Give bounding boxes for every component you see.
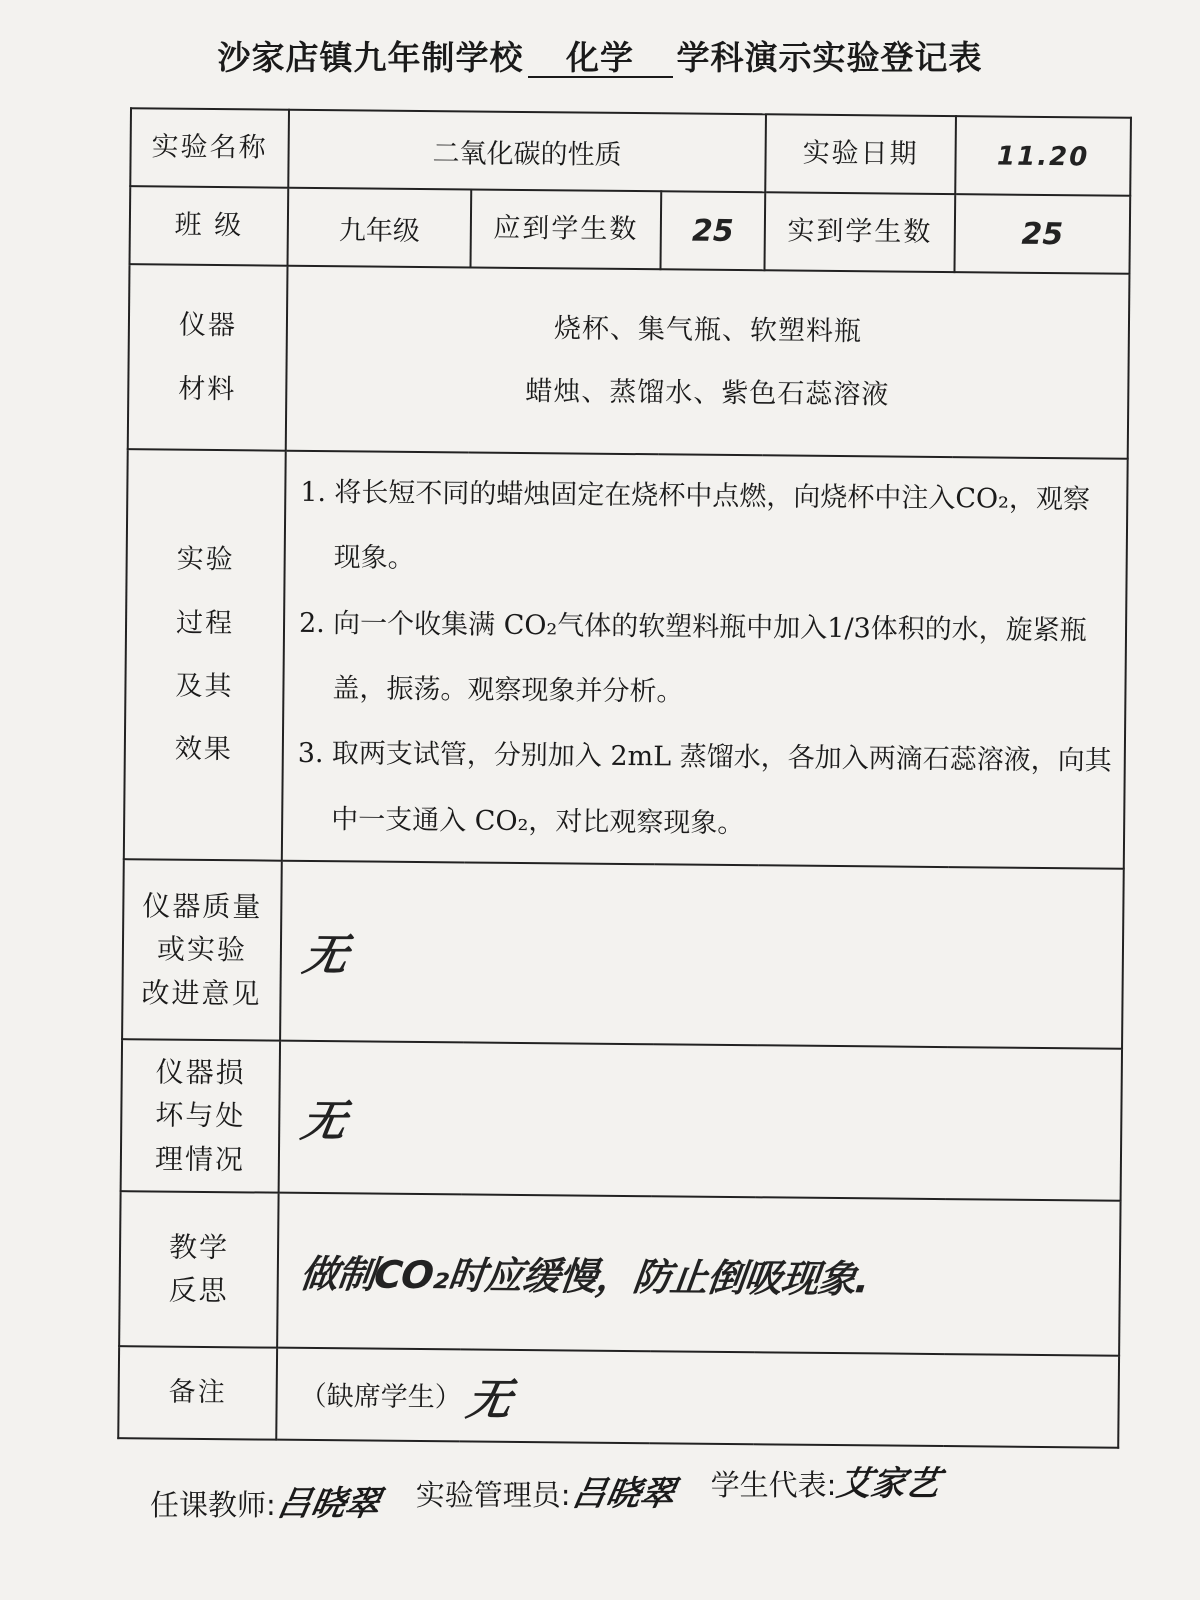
row-damage xyxy=(121,1039,1122,1201)
materials-line-1: 烧杯、集气瓶、软塑料瓶 xyxy=(553,313,863,348)
materials-value xyxy=(286,266,1130,459)
experiment-date-label: 实验日期 xyxy=(765,114,956,194)
student-label: 学生代表: xyxy=(710,1468,837,1502)
remarks-label: 备注 xyxy=(118,1346,277,1440)
row-class xyxy=(130,186,1131,274)
step-number: 3. xyxy=(297,738,324,770)
row-experiment-name xyxy=(130,108,1131,196)
materials-label xyxy=(128,264,288,451)
experiment-date-handwritten: 11.20 xyxy=(996,141,1090,172)
row-remarks xyxy=(118,1346,1119,1448)
damage-label-line-1: 仪器损 xyxy=(155,1055,246,1090)
step-number: 1. xyxy=(300,476,327,509)
row-reflection xyxy=(119,1191,1120,1356)
student-name-handwritten: 艾家艺 xyxy=(834,1464,944,1504)
quality-label-line-2: 或实验 xyxy=(156,932,248,967)
reflection-value xyxy=(277,1193,1120,1356)
quality-value xyxy=(280,861,1124,1049)
form-sheet xyxy=(105,107,1144,1457)
actual-students-value xyxy=(955,194,1131,274)
process-steps xyxy=(282,451,1128,869)
reflection-label xyxy=(119,1191,278,1348)
title-suffix: 学科演示实验登记表 xyxy=(676,38,983,77)
title-subject: 化学 xyxy=(528,41,673,78)
experiment-date-value xyxy=(955,116,1131,196)
reflection-handwritten: 做制CO₂时应缓慢，防止倒吸现象. xyxy=(297,1251,872,1302)
class-label: 班 级 xyxy=(130,186,289,266)
expected-students-handwritten: 25 xyxy=(691,213,734,249)
step-text: 将长短不同的蜡烛固定在烧杯中点燃，向烧杯中注入CO₂，观察现象。 xyxy=(333,477,1091,575)
row-materials xyxy=(128,264,1130,459)
remarks-value xyxy=(276,1348,1119,1448)
experiment-name-label: 实验名称 xyxy=(130,108,289,188)
damage-handwritten: 无 xyxy=(297,1095,350,1148)
title-prefix: 沙家店镇九年制学校 xyxy=(217,38,524,77)
class-value: 九年级 xyxy=(288,188,472,268)
expected-students-value xyxy=(660,191,765,270)
actual-students-label: 实到学生数 xyxy=(765,192,956,272)
row-quality xyxy=(122,859,1124,1049)
process-label-line-4: 效果 xyxy=(174,734,234,766)
process-label-line-3: 及其 xyxy=(175,670,234,703)
page-title xyxy=(0,32,1200,79)
teacher-name-handwritten: 吕晓翠 xyxy=(273,1484,383,1524)
student-signature xyxy=(710,1456,944,1505)
experiment-form-table xyxy=(117,107,1132,1449)
process-label xyxy=(124,449,286,860)
process-step xyxy=(297,721,1114,859)
quality-handwritten: 无 xyxy=(299,929,352,982)
admin-signature xyxy=(415,1466,678,1515)
signature-row xyxy=(150,1462,1150,1525)
reflection-label-line-2: 反思 xyxy=(168,1274,229,1308)
remarks-content xyxy=(299,1362,515,1428)
expected-students-label: 应到学生数 xyxy=(471,189,662,269)
process-label-line-1: 实验 xyxy=(176,543,235,576)
step-number: 2. xyxy=(298,607,325,639)
process-step xyxy=(299,460,1116,598)
quality-label-line-3: 改进意见 xyxy=(141,975,262,1011)
teacher-label: 任课教师: xyxy=(150,1488,276,1522)
damage-label-line-3: 理情况 xyxy=(154,1142,246,1176)
quality-label-line-1: 仪器质量 xyxy=(142,889,263,924)
quality-label xyxy=(122,859,282,1041)
materials-label-line-1: 仪器 xyxy=(178,309,238,342)
teacher-signature xyxy=(150,1476,383,1525)
reflection-label-line-1: 教学 xyxy=(168,1230,230,1265)
experiment-name-value: 二氧化碳的性质 xyxy=(288,110,766,193)
damage-label xyxy=(121,1039,280,1193)
remarks-prefix: （缺席学生） xyxy=(299,1381,462,1414)
process-step xyxy=(298,590,1115,728)
step-text: 向一个收集满 CO₂气体的软塑料瓶中加入1/3体积的水，旋紧瓶盖，振荡。观察现象并分析。 xyxy=(332,607,1087,708)
remarks-handwritten: 无 xyxy=(463,1374,515,1426)
materials-line-2: 蜡烛、蒸馏水、紫色石蕊溶液 xyxy=(525,375,890,410)
row-process xyxy=(124,449,1128,869)
damage-label-line-2: 坏与处 xyxy=(155,1098,246,1133)
process-label-line-2: 过程 xyxy=(175,607,235,639)
admin-label: 实验管理员: xyxy=(415,1478,571,1512)
damage-value xyxy=(279,1041,1122,1201)
actual-students-handwritten: 25 xyxy=(1021,216,1064,252)
step-text: 取两支试管，分别加入 2mL 蒸馏水，各加入两滴石蕊溶液，向其中一支通入 CO₂，对比观察现象。 xyxy=(331,738,1112,839)
admin-name-handwritten: 吕晓翠 xyxy=(568,1474,678,1514)
materials-label-line-2: 材料 xyxy=(178,373,237,405)
